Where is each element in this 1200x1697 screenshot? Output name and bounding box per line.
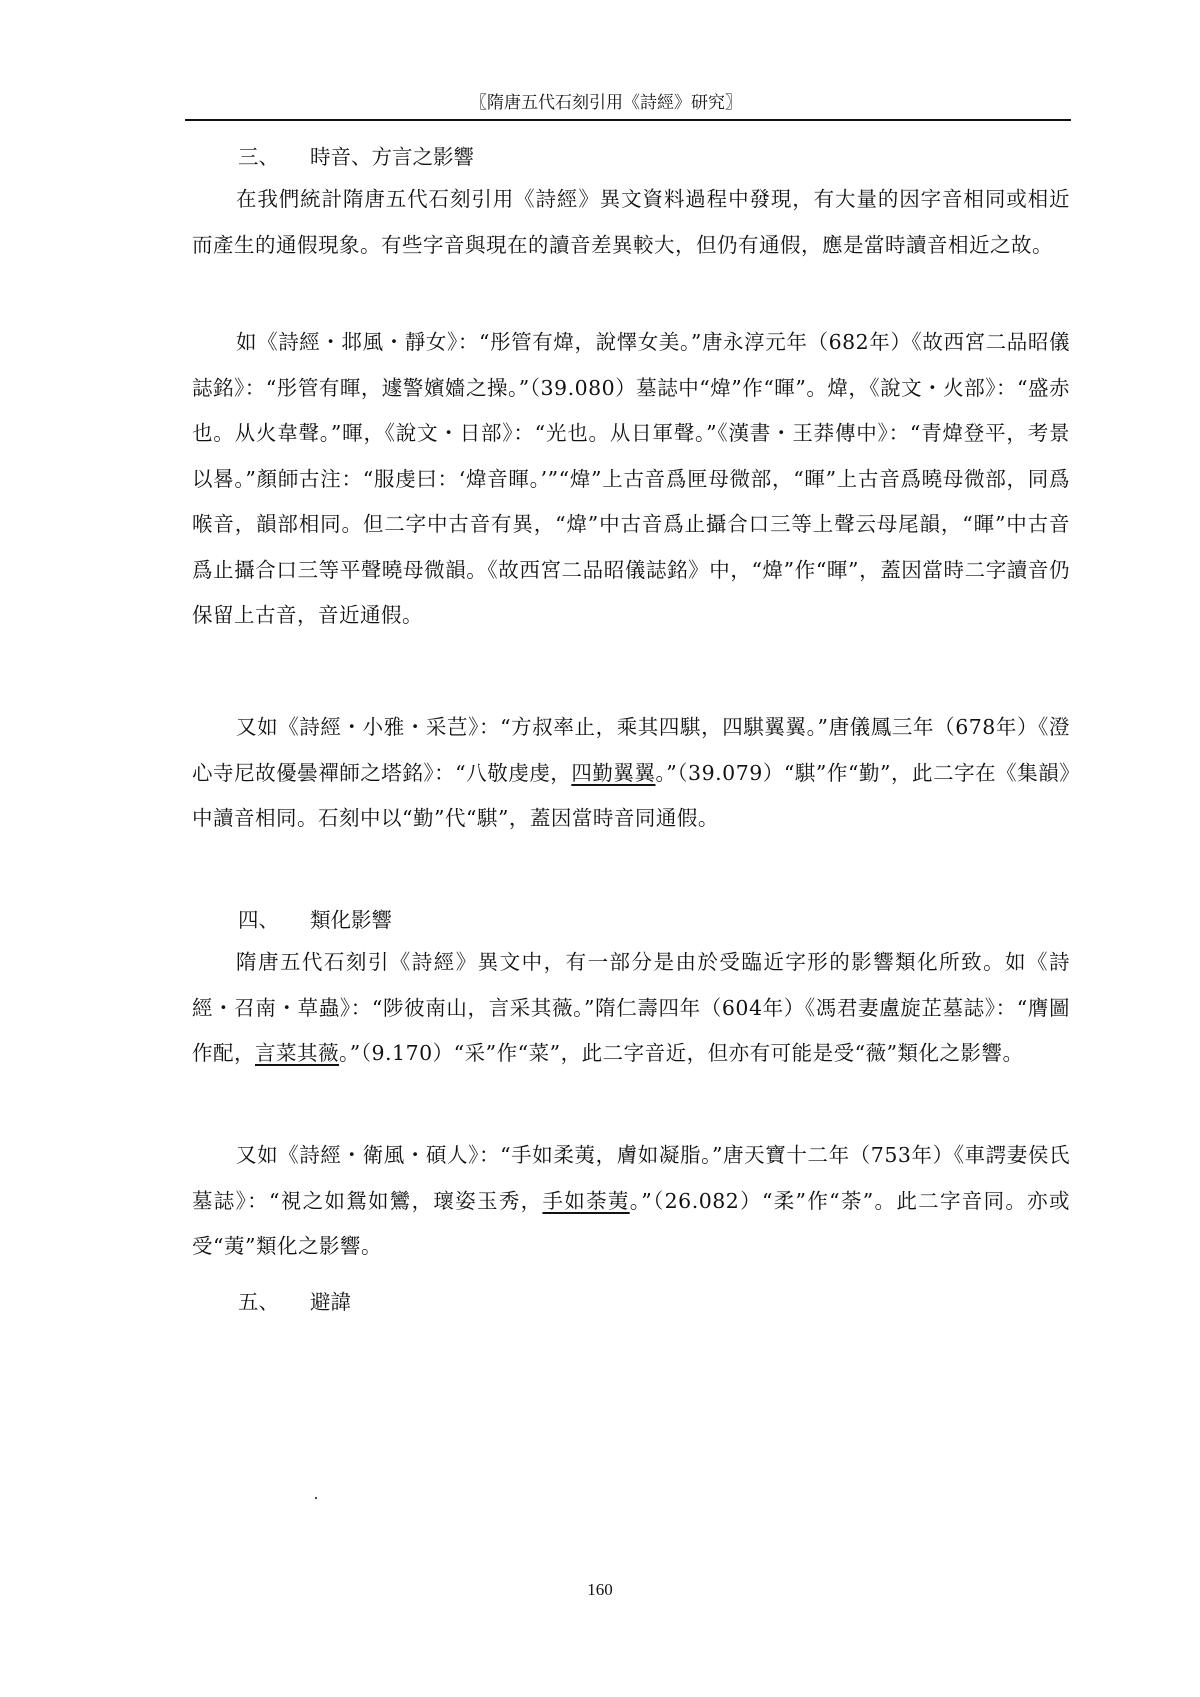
section-heading: [238, 140, 474, 170]
paragraph: [192, 1133, 1070, 1270]
underlined-quote: 手如荼荑: [542, 1188, 630, 1213]
text-run: 隋唐五代石刻引《詩經》異文中，有一部分是由於受臨近字形的影響類化所致。如《詩經・召南・草蟲》：“陟彼南山，言采其薇。”隋仁壽四年（604年）《馮君妻盧旋芷墓誌》：“膺圖作配，: [192, 950, 1070, 1065]
running-header: 〖隋唐五代石刻引用《詩經》研究〗: [470, 93, 742, 113]
section-heading: [238, 903, 392, 933]
section-title: 時音、方言之影響: [310, 145, 474, 169]
section-number: 三、: [238, 145, 279, 169]
paragraph: 在我們統計隋唐五代石刻引用《詩經》異文資料過程中發現，有大量的因字音相同或相近而產生的通假現象。有些字音與現在的讀音差異較大，但仍有通假，應是當時讀音相近之故。: [192, 187, 1070, 257]
paragraph: [192, 940, 1070, 1077]
underlined-quote: 言菜其薇: [255, 1041, 339, 1065]
page-number: 160: [587, 1580, 613, 1599]
text-run: 。”（39.079）“騏”作“勤”，此二字在《集韻》中讀音相同。石刻中以“勤”代“騏”，蓋因當時音同通假。: [192, 760, 1071, 830]
text-run: 。”（26.082）“柔”作“荼”。此二字音同。亦或受“荑”類化之影響。: [192, 1188, 1070, 1258]
section-title: 類化影響: [310, 908, 392, 932]
section-number: 四、: [238, 908, 279, 932]
text-run: 。”（9.170）“采”作“菜”，此二字音近，但亦有可能是受“薇”類化之影響。: [339, 1041, 1024, 1065]
scan-speck: [315, 1497, 317, 1499]
header-rule: [185, 119, 1071, 121]
underlined-quote: 四勤翼翼: [571, 760, 656, 785]
paragraph: [192, 705, 1070, 842]
section-title: 避諱: [310, 1290, 351, 1314]
section-heading: [238, 1285, 351, 1315]
text-run: 又如《詩經・小雅・采芑》：“方叔率止，乘其四騏，四騏翼翼。”唐儀鳳三年（678年）《澄心寺尼故優曇禪師之塔銘》：“八敬虔虔，: [192, 715, 1070, 785]
paragraph: 如《詩經・邶風・靜女》：“彤管有煒，說懌女美。”唐永淳元年（682年）《故西宮二品昭儀誌銘》：“彤管有暉，遽警嬪嬙之操。”（39.080）墓誌中“煒”作“暉”。煒，《說文・火部》：“盛赤也。从火韋聲。”暉，《說文・日部》：“光也。从日軍聲。”《漢書・王莽傳中》：“青煒登平，考景以晷。”顏師古注：“服虔曰：‘煒音暉。’”“煒”上古音爲匣母微部，“暉”上古音爲曉母微部，同爲喉音，韻部相同。但二字中古音有異，“煒”中古音爲止攝合口三等上聲云母尾韻，“暉”中古音爲止攝合口三等平聲曉母微韻。《故西宮二品昭儀誌銘》中，“煒”作“暉”，蓋因當時二字讀音仍保留上古音，音近通假。: [192, 330, 1070, 627]
section-number: 五、: [238, 1290, 279, 1314]
text-run: 又如《詩經・衛風・碩人》：“手如柔荑，膚如凝脂。”唐天寶十二年（753年）《車諤妻侯氏墓誌》：“視之如鴛如鸞，瓌姿玉秀，: [192, 1143, 1070, 1213]
